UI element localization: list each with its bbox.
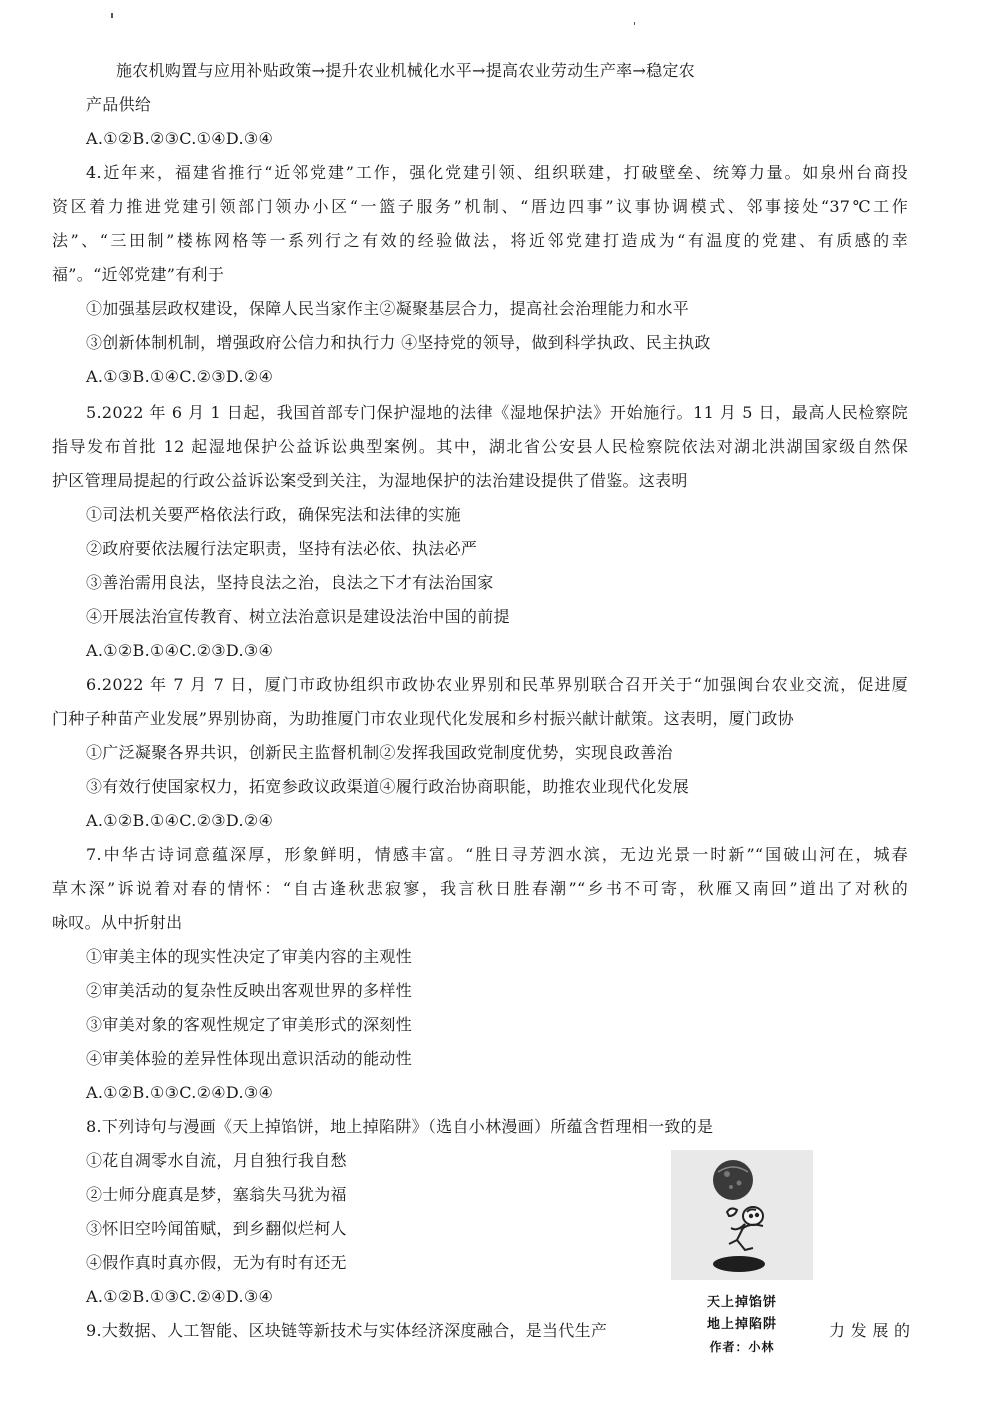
- q7-stem-line-2: 草木深”诉说着对春的情怀：“自古逢秋悲寂寥，我言秋日胜春潮”“乡书不可寄，秋雁又南回”道出了对秋的: [52, 879, 908, 898]
- q4-stem-line-4: 福”。“近邻党建”有利于: [52, 265, 225, 284]
- q5-stem-line-3: 护区管理局提起的行政公益诉讼案受到关注，为湿地保护的法治建设提供了借鉴。这表明: [52, 471, 688, 490]
- q8-answer-choices: A.①②B.①③C.②④D.③④: [86, 1287, 274, 1306]
- q3-answer-choices: A.①②B.②③C.①④D.③④: [86, 129, 274, 148]
- q9-stem-left: 9.大数据、人工智能、区块链等新技术与实体经济深度融合，是当代生产: [86, 1321, 608, 1340]
- q7-option-3: ③审美对象的客观性规定了审美形式的深刻性: [86, 1015, 413, 1034]
- q9-stem-right: 力 发 展 的: [829, 1321, 911, 1340]
- q3-stem-line-1: 施农机购置与应用补贴政策→提升农业机械化水平→提高农业劳动生产率→稳定农: [116, 61, 696, 80]
- q4-stem-line-3: 法”、“三田制”楼栋网格等一系列行之有效的经验做法，将近邻党建打造成为“有温度的党建、有质感的幸: [52, 231, 908, 250]
- q7-answer-choices: A.①②B.①③C.②④D.③④: [86, 1083, 274, 1102]
- q7-option-4: ④审美体验的差异性体现出意识活动的能动性: [86, 1049, 413, 1068]
- q8-option-2: ②士师分鹿真是梦，塞翁失马犹为福: [86, 1185, 347, 1204]
- q5-option-1: ①司法机关要严格依法行政，确保宪法和法律的实施: [86, 505, 461, 524]
- q8-option-3: ③怀旧空吟闻笛赋，到乡翻似烂柯人: [86, 1219, 347, 1238]
- cartoon-drawing: [671, 1150, 813, 1280]
- q5-option-4: ④开展法治宣传教育、树立法治意识是建设法治中国的前提: [86, 607, 510, 626]
- q6-stem-line-1: 6.2022 年 7 月 7 日，厦门市政协组织市政协农业界别和民革界别联合召开关于“加强闽台农业交流，促进厦: [86, 675, 908, 694]
- q4-stem-line-1: 4.近年来，福建省推行“近邻党建”工作，强化党建引领、组织联建，打破壁垒、统筹力量。如泉州台商投: [86, 163, 908, 182]
- q5-stem-line-2: 指导发布首批 12 起湿地保护公益诉讼典型案例。其中，湖北省公安县人民检察院依法对湖北洪湖国家级自然保: [52, 437, 908, 456]
- q8-stem: 8.下列诗句与漫画《天上掉馅饼，地上掉陷阱》（选自小林漫画）所蕴含哲理相一致的是: [86, 1117, 714, 1136]
- trap-hole-icon: [713, 1256, 765, 1272]
- cartoon-figure: [671, 1150, 813, 1362]
- scan-mark: [111, 13, 113, 18]
- q4-answer-choices: A.①③B.①④C.②③D.②④: [86, 367, 274, 386]
- cartoon-caption-2: 地上掉陷阱: [706, 1317, 777, 1332]
- q4-option-2: ③创新体制机制，增强政府公信力和执行力 ④坚持党的领导，做到科学执政、民主执政: [86, 333, 711, 352]
- q7-option-2: ②审美活动的复杂性反映出客观世界的多样性: [86, 981, 413, 1000]
- q7-stem-line-1: 7.中华古诗词意蕴深厚，形象鲜明，情感丰富。“胜日寻芳泗水滨，无边光景一时新”“国破山河在，城春: [86, 845, 908, 864]
- q3-stem-line-2: 产品供给: [86, 95, 152, 114]
- scan-mark: [634, 22, 635, 25]
- q5-option-2: ②政府要依法履行法定职责，坚持有法必依、执法必严: [86, 539, 478, 558]
- q8-option-1: ①花自凋零水自流，月自独行我自愁: [86, 1151, 347, 1170]
- q5-answer-choices: A.①②B.①④C.②③D.③④: [86, 641, 274, 660]
- cartoon-caption-1: 天上掉馅饼: [706, 1295, 777, 1310]
- q5-stem-line-1: 5.2022 年 6 月 1 日起，我国首部专门保护湿地的法律《湿地保护法》开始施行。11 月 5 日，最高人民检察院: [86, 403, 908, 422]
- q5-option-3: ③善治需用良法，坚持良法之治，良法之下才有法治国家: [86, 573, 494, 592]
- q6-option-1: ①广泛凝聚各界共识，创新民主监督机制②发挥我国政党制度优势，实现良政善治: [86, 743, 673, 762]
- q6-stem-line-2: 门种子种苗产业发展”界别协商，为助推厦门市农业现代化发展和乡村振兴献计献策。这表明，厦门政协: [52, 709, 794, 728]
- pie-icon: [713, 1160, 753, 1200]
- q7-option-1: ①审美主体的现实性决定了审美内容的主观性: [86, 947, 413, 966]
- q4-stem-line-2: 资区着力推进党建引领部门领办小区“一篮子服务”机制、“厝边四事”议事协调模式、邻事接处“37℃工作: [52, 197, 908, 216]
- q8-option-4: ④假作真时真亦假，无为有时有还无: [86, 1253, 347, 1272]
- q7-stem-line-3: 咏叹。从中折射出: [52, 913, 183, 932]
- q6-option-2: ③有效行使国家权力，拓宽参政议政渠道④履行政治协商职能，助推农业现代化发展: [86, 777, 690, 796]
- q4-option-1: ①加强基层政权建设，保障人民当家作主②凝聚基层合力，提高社会治理能力和水平: [86, 299, 690, 318]
- q6-answer-choices: A.①②B.①④C.②③D.②④: [86, 811, 274, 830]
- cartoon-author: 作者：小林: [709, 1340, 775, 1354]
- cartoon-illustration: [671, 1150, 813, 1280]
